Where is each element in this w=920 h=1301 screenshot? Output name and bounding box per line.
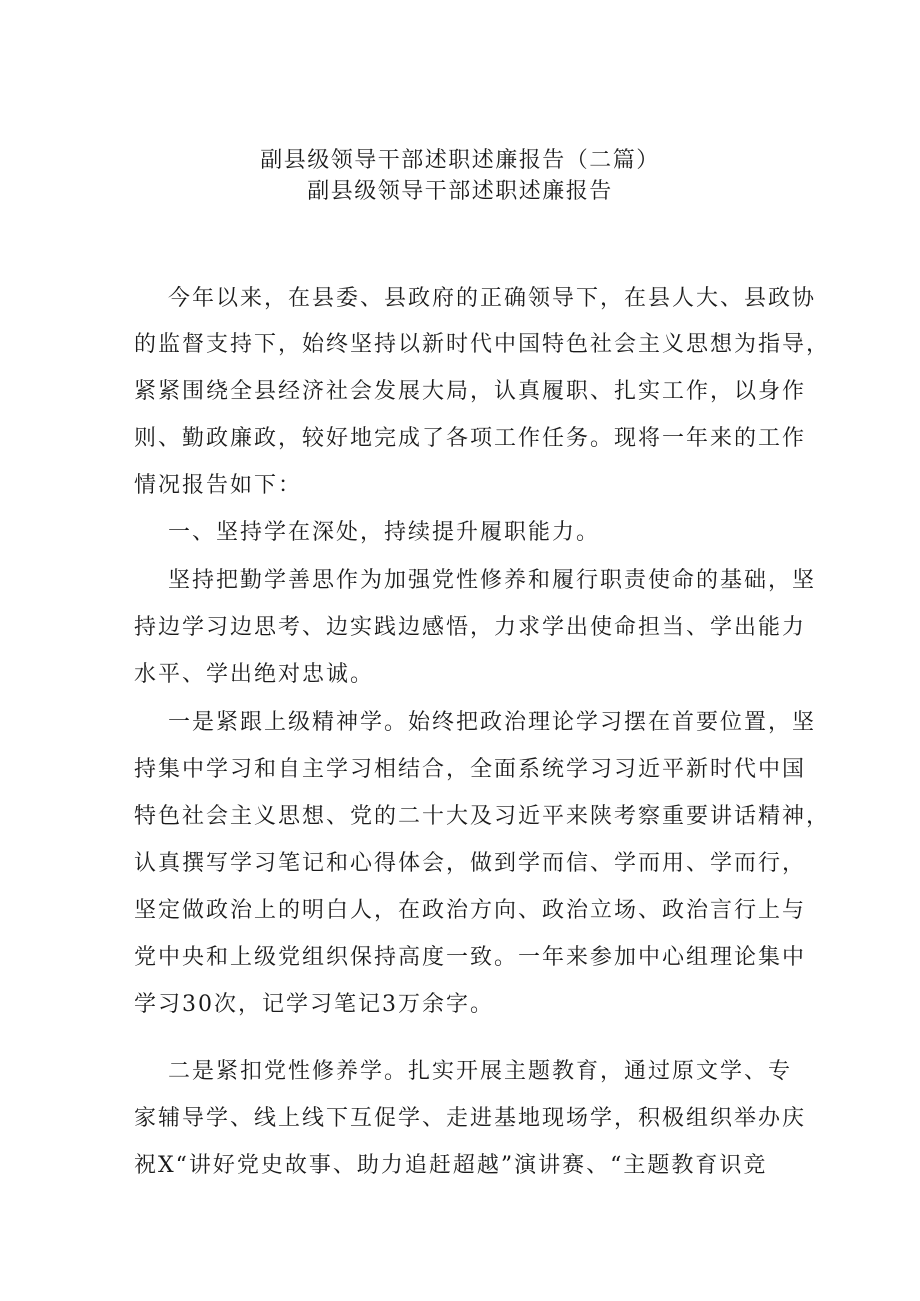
paragraph-line: 家辅导学、线上线下互促学、走进基地现场学，积极组织举办庆 — [134, 1106, 807, 1131]
section-heading: 一、坚持学在深处，持续提升履职能力。 — [168, 520, 601, 545]
paragraph-line: 今年以来，在县委、县政府的正确领导下，在县人大、县政协 — [168, 286, 817, 311]
paragraph-line: 祝X“讲好党史故事、助力追赶超越”演讲赛、“主题教育识竞 — [134, 1153, 768, 1178]
paragraph-line: 则、勤政廉政，较好地完成了各项工作任务。现将一年来的工作 — [134, 426, 807, 451]
paragraph-line: 坚持把勤学善思作为加强党性修养和履行职责使命的基础，坚 — [168, 568, 817, 593]
document-title: 副县级领导干部述职述廉报告（二篇） — [260, 148, 660, 173]
paragraph-line: 紧紧围绕全县经济社会发展大局，认真履职、扎实工作，以身作 — [134, 379, 807, 404]
paragraph-line: 情况报告如下： — [134, 473, 303, 498]
paragraph-line: 坚定做政治上的明白人，在政治方向、政治立场、政治言行上与 — [134, 898, 807, 923]
paragraph-line: 党中央和上级党组织保持高度一致。一年来参加中心组理论集中 — [134, 945, 807, 970]
paragraph-line: 持边学习边思考、边实践边感悟，力求学出使命担当、学出能力 — [134, 615, 807, 640]
paragraph-line: 水平、学出绝对忠诚。 — [134, 662, 375, 687]
paragraph-line: 持集中学习和自主学习相结合，全面系统学习习近平新时代中国 — [134, 757, 807, 782]
paragraph-line: 一是紧跟上级精神学。始终把政治理论学习摆在首要位置，坚 — [168, 710, 817, 735]
paragraph-line: 认真撰写学习笔记和心得体会，做到学而信、学而用、学而行， — [134, 851, 807, 876]
document-subtitle: 副县级领导干部述职述廉报告 — [307, 179, 613, 204]
paragraph-line: 的监督支持下，始终坚持以新时代中国特色社会主义思想为指导， — [134, 332, 831, 357]
paragraph-line: 二是紧扣党性修养学。扎实开展主题教育，通过原文学、专 — [168, 1059, 793, 1084]
paragraph-line: 特色社会主义思想、党的二十大及习近平来陕考察重要讲话精神， — [134, 804, 831, 829]
paragraph-line: 学习30次，记学习笔记3万余字。 — [134, 992, 494, 1017]
